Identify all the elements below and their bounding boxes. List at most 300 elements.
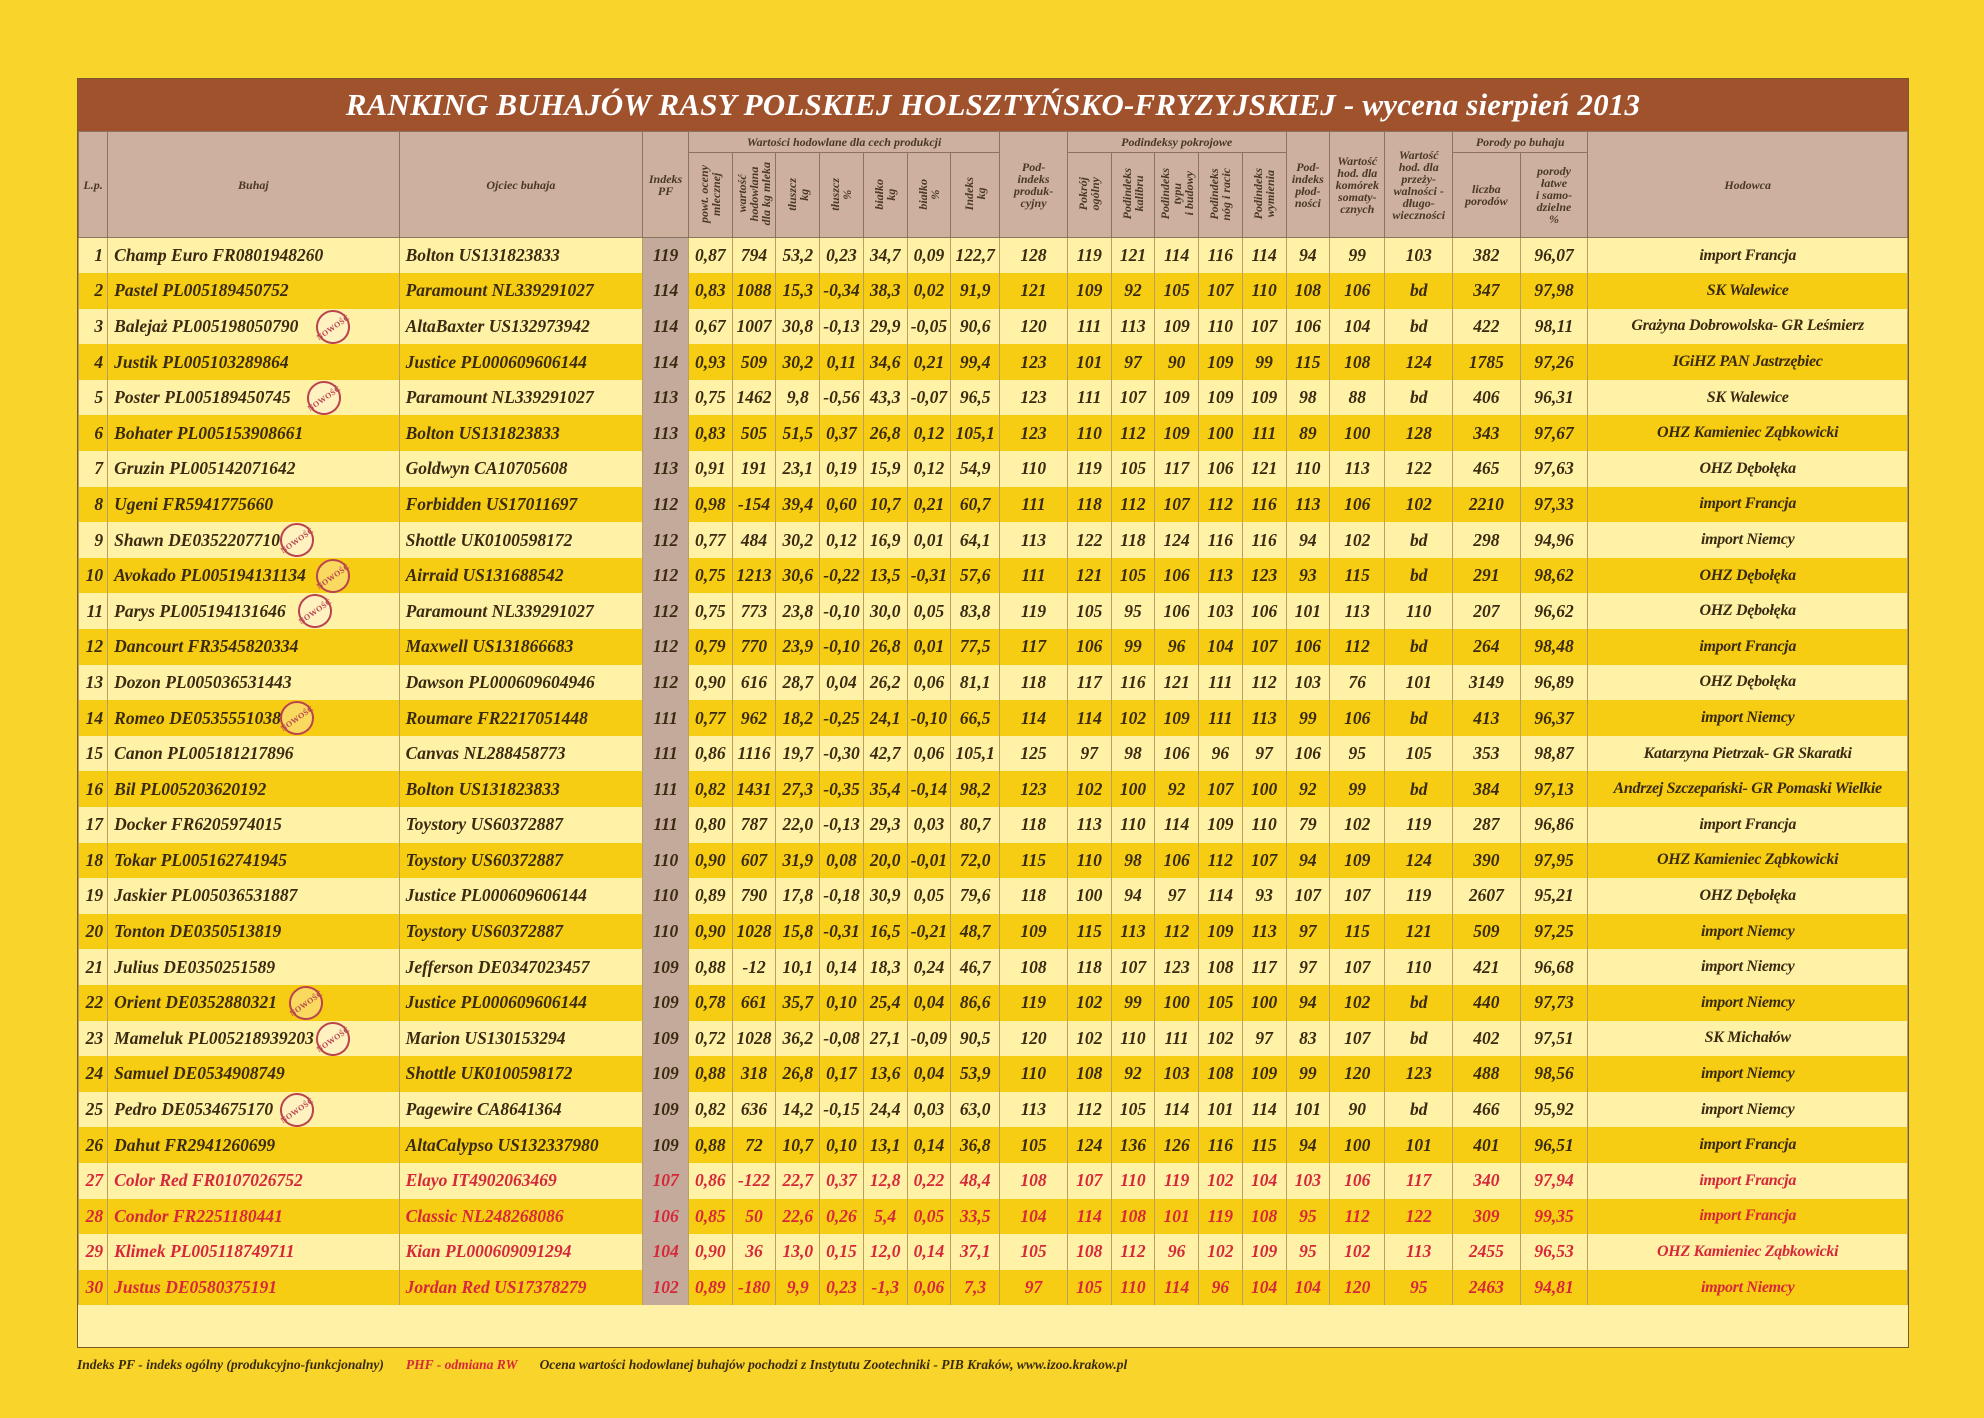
- cell-value: -0,31: [820, 914, 864, 950]
- cell-value: 108: [1067, 1234, 1111, 1270]
- cell-value: 89: [1286, 415, 1330, 451]
- cell-value: 607: [732, 843, 776, 879]
- cell-value: 440: [1453, 985, 1521, 1021]
- cell-value: 794: [732, 238, 776, 274]
- new-stamp-icon: NOWOŚĆ: [273, 700, 320, 736]
- header-easy-calvings: porody łatwe i samo- dzielne %: [1520, 153, 1588, 238]
- cell-value: 488: [1453, 1056, 1521, 1092]
- cell-lp: 15: [79, 736, 108, 772]
- cell-value: 105: [1111, 1092, 1155, 1128]
- cell-sire: Elayo IT4902063469: [399, 1163, 643, 1199]
- cell-value: 30,2: [776, 522, 820, 558]
- cell-value: 0,06: [907, 736, 951, 772]
- cell-value: 102: [1067, 985, 1111, 1021]
- cell-value: 115: [1330, 558, 1385, 594]
- cell-value: bd: [1385, 771, 1453, 807]
- cell-value: 109: [1199, 344, 1243, 380]
- cell-value: 96,89: [1520, 665, 1588, 701]
- cell-value: 43,3: [863, 380, 907, 416]
- cell-value: 100: [1199, 415, 1243, 451]
- cell-index: 111: [643, 736, 689, 772]
- cell-value: 102: [1111, 700, 1155, 736]
- cell-value: 93: [1242, 878, 1286, 914]
- cell-value: 108: [1111, 1199, 1155, 1235]
- cell-value: 108: [1199, 1056, 1243, 1092]
- cell-value: 108: [1330, 344, 1385, 380]
- cell-value: 9,8: [776, 380, 820, 416]
- cell-value: 95,92: [1520, 1092, 1588, 1128]
- cell-value: 110: [1242, 807, 1286, 843]
- new-stamp-icon: NOWOŚĆ: [273, 522, 320, 558]
- cell-breeder: import Francja: [1588, 629, 1908, 665]
- cell-breeder: import Niemcy: [1588, 985, 1908, 1021]
- cell-bull: Orient DE0352880321 NOWOŚĆ: [108, 985, 399, 1021]
- cell-bull: Shawn DE0352207710 NOWOŚĆ: [108, 522, 399, 558]
- cell-value: 112: [1067, 1092, 1111, 1128]
- cell-value: 110: [1111, 807, 1155, 843]
- cell-value: 107: [1330, 1021, 1385, 1057]
- cell-value: 108: [1242, 1199, 1286, 1235]
- cell-index: 110: [643, 914, 689, 950]
- cell-value: 24,1: [863, 700, 907, 736]
- cell-value: 94: [1286, 238, 1330, 274]
- cell-value: 0,80: [688, 807, 732, 843]
- cell-breeder: import Niemcy: [1588, 522, 1908, 558]
- cell-value: 0,04: [820, 665, 864, 701]
- cell-value: -0,34: [820, 273, 864, 309]
- cell-value: 42,7: [863, 736, 907, 772]
- cell-value: -0,31: [907, 558, 951, 594]
- cell-value: 123: [1000, 415, 1068, 451]
- cell-value: 1213: [732, 558, 776, 594]
- cell-value: 102: [1385, 487, 1453, 523]
- cell-value: 124: [1067, 1127, 1111, 1163]
- cell-value: 112: [1111, 487, 1155, 523]
- cell-value: 121: [1155, 665, 1199, 701]
- cell-value: 102: [1330, 522, 1385, 558]
- cell-value: 95: [1286, 1234, 1330, 1270]
- cell-value: 0,06: [907, 1270, 951, 1306]
- cell-lp: 16: [79, 771, 108, 807]
- cell-value: 0,03: [907, 1092, 951, 1128]
- cell-value: 118: [1000, 807, 1068, 843]
- cell-value: 117: [1385, 1163, 1453, 1199]
- cell-breeder: OHZ Dębołęka: [1588, 878, 1908, 914]
- cell-value: 109: [1155, 380, 1199, 416]
- cell-value: 31,9: [776, 843, 820, 879]
- cell-value: 123: [1385, 1056, 1453, 1092]
- table-row: [79, 629, 1908, 665]
- cell-value: 109: [1242, 1056, 1286, 1092]
- cell-value: 118: [1000, 665, 1068, 701]
- header-somatic-cells: Wartość hod. dla komórek somaty- cznych: [1330, 132, 1385, 238]
- cell-bull: Justus DE0580375191: [108, 1270, 399, 1306]
- cell-sire: Justice PL000609606144: [399, 985, 643, 1021]
- cell-value: 115: [1000, 843, 1068, 879]
- footer-source-note: Ocena wartości hodowlanej buhajów pochodzi z Instytutu Zootechniki - PIB Kraków, www.izoo.krakow.pl: [539, 1357, 1128, 1372]
- cell-value: 112: [1199, 843, 1243, 879]
- cell-value: 107: [1199, 273, 1243, 309]
- cell-lp: 9: [79, 522, 108, 558]
- cell-value: 19,7: [776, 736, 820, 772]
- cell-value: 1116: [732, 736, 776, 772]
- cell-value: 37,1: [951, 1234, 1000, 1270]
- cell-value: 122: [1067, 522, 1111, 558]
- header-type-build: Podindeks typu i budowy: [1155, 153, 1199, 238]
- new-stamp-icon: NOWOŚĆ: [291, 593, 338, 629]
- cell-value: 114: [1155, 1092, 1199, 1128]
- cell-sire: Toystory US60372887: [399, 843, 643, 879]
- cell-value: 117: [1242, 949, 1286, 985]
- cell-value: 291: [1453, 558, 1521, 594]
- header-fat-pct: tłuszcz %: [820, 153, 864, 238]
- cell-breeder: import Niemcy: [1588, 1092, 1908, 1128]
- cell-value: 91,9: [951, 273, 1000, 309]
- cell-value: 0,04: [907, 985, 951, 1021]
- new-stamp-icon: NOWOŚĆ: [310, 309, 357, 345]
- cell-value: 207: [1453, 593, 1521, 629]
- cell-value: 136: [1111, 1127, 1155, 1163]
- cell-value: 509: [732, 344, 776, 380]
- cell-lp: 28: [79, 1199, 108, 1235]
- cell-sire: Paramount NL339291027: [399, 273, 643, 309]
- cell-value: 93: [1286, 558, 1330, 594]
- cell-breeder: OHZ Dębołęka: [1588, 558, 1908, 594]
- cell-value: 0,60: [820, 487, 864, 523]
- cell-value: 121: [1242, 451, 1286, 487]
- cell-value: 0,89: [688, 878, 732, 914]
- cell-bull: Pastel PL005189450752: [108, 273, 399, 309]
- cell-sire: Bolton US131823833: [399, 771, 643, 807]
- cell-sire: AltaCalypso US132337980: [399, 1127, 643, 1163]
- cell-value: 38,3: [863, 273, 907, 309]
- cell-index: 112: [643, 522, 689, 558]
- cell-value: 98,62: [1520, 558, 1588, 594]
- cell-value: 340: [1453, 1163, 1521, 1199]
- new-stamp-icon: NOWOŚĆ: [282, 985, 329, 1021]
- cell-value: 112: [1242, 665, 1286, 701]
- cell-value: 105,1: [951, 415, 1000, 451]
- cell-value: 0,15: [820, 1234, 864, 1270]
- cell-value: 112: [1111, 1234, 1155, 1270]
- cell-lp: 26: [79, 1127, 108, 1163]
- cell-value: 109: [1155, 309, 1199, 345]
- table-row: [79, 807, 1908, 843]
- cell-value: 97,51: [1520, 1021, 1588, 1057]
- cell-sire: Dawson PL000609604946: [399, 665, 643, 701]
- cell-value: 26,8: [863, 629, 907, 665]
- cell-value: 107: [1330, 949, 1385, 985]
- cell-value: 1028: [732, 914, 776, 950]
- cell-bull: Color Red FR0107026752: [108, 1163, 399, 1199]
- cell-value: -180: [732, 1270, 776, 1306]
- cell-value: 116: [1242, 522, 1286, 558]
- cell-value: 22,6: [776, 1199, 820, 1235]
- cell-index: 113: [643, 380, 689, 416]
- cell-value: 95: [1111, 593, 1155, 629]
- cell-value: 119: [1067, 238, 1111, 274]
- cell-value: 22,7: [776, 1163, 820, 1199]
- header-calving-group: Porody po buhaju: [1453, 132, 1588, 153]
- cell-value: 123: [1242, 558, 1286, 594]
- cell-value: 119: [1000, 593, 1068, 629]
- cell-value: 0,05: [907, 1199, 951, 1235]
- table-body: [79, 238, 1908, 1306]
- cell-value: 103: [1385, 238, 1453, 274]
- cell-value: 109: [1199, 380, 1243, 416]
- cell-value: 2210: [1453, 487, 1521, 523]
- cell-value: -0,08: [820, 1021, 864, 1057]
- cell-value: 116: [1199, 522, 1243, 558]
- cell-value: 0,05: [907, 878, 951, 914]
- cell-value: 110: [1000, 451, 1068, 487]
- cell-value: 101: [1385, 1127, 1453, 1163]
- cell-value: 105: [1067, 1270, 1111, 1306]
- cell-breeder: Andrzej Szczepański- GR Pomaski Wielkie: [1588, 771, 1908, 807]
- cell-lp: 1: [79, 238, 108, 274]
- cell-value: 110: [1385, 593, 1453, 629]
- new-stamp-icon: NOWOŚĆ: [310, 558, 357, 594]
- cell-value: 116: [1199, 1127, 1243, 1163]
- cell-value: 107: [1242, 843, 1286, 879]
- cell-value: 97: [1286, 949, 1330, 985]
- cell-sire: Goldwyn CA10705608: [399, 451, 643, 487]
- cell-index: 111: [643, 807, 689, 843]
- cell-sire: Shottle UK0100598172: [399, 1056, 643, 1092]
- cell-value: -0,14: [907, 771, 951, 807]
- cell-value: 15,9: [863, 451, 907, 487]
- cell-value: 94,81: [1520, 1270, 1588, 1306]
- cell-value: 0,11: [820, 344, 864, 380]
- cell-index: 109: [643, 949, 689, 985]
- cell-value: -0,10: [820, 629, 864, 665]
- cell-value: 29,9: [863, 309, 907, 345]
- header-capacity: Podindeks kalibru: [1111, 153, 1155, 238]
- table-row: [79, 487, 1908, 523]
- cell-value: 108: [1000, 1163, 1068, 1199]
- cell-value: 90: [1155, 344, 1199, 380]
- header-breeder: Hodowca: [1588, 132, 1908, 238]
- cell-value: 118: [1000, 878, 1068, 914]
- cell-value: 109: [1000, 914, 1068, 950]
- cell-value: 114: [1155, 238, 1199, 274]
- cell-value: 35,4: [863, 771, 907, 807]
- cell-value: 110: [1199, 309, 1243, 345]
- cell-value: 505: [732, 415, 776, 451]
- cell-value: 123: [1000, 380, 1068, 416]
- cell-sire: Paramount NL339291027: [399, 380, 643, 416]
- cell-value: 36,2: [776, 1021, 820, 1057]
- cell-value: 114: [1067, 700, 1111, 736]
- cell-value: 124: [1385, 843, 1453, 879]
- cell-value: 27,1: [863, 1021, 907, 1057]
- cell-value: 103: [1155, 1056, 1199, 1092]
- cell-value: 0,79: [688, 629, 732, 665]
- cell-value: 18,3: [863, 949, 907, 985]
- cell-value: 99: [1286, 700, 1330, 736]
- cell-value: 115: [1242, 1127, 1286, 1163]
- cell-sire: Forbidden US17011697: [399, 487, 643, 523]
- cell-value: 60,7: [951, 487, 1000, 523]
- cell-value: 509: [1453, 914, 1521, 950]
- cell-value: -0,01: [907, 843, 951, 879]
- cell-breeder: import Francja: [1588, 1199, 1908, 1235]
- cell-value: 110: [1067, 415, 1111, 451]
- cell-value: 287: [1453, 807, 1521, 843]
- cell-bull: Romeo DE0535551038 NOWOŚĆ: [108, 700, 399, 736]
- cell-value: 121: [1385, 914, 1453, 950]
- cell-value: 17,8: [776, 878, 820, 914]
- cell-value: 80,7: [951, 807, 1000, 843]
- table-row: [79, 1270, 1908, 1306]
- cell-value: -12: [732, 949, 776, 985]
- cell-sire: Toystory US60372887: [399, 807, 643, 843]
- cell-value: 23,9: [776, 629, 820, 665]
- cell-value: 97,94: [1520, 1163, 1588, 1199]
- cell-value: 30,2: [776, 344, 820, 380]
- cell-value: 107: [1286, 878, 1330, 914]
- cell-value: 406: [1453, 380, 1521, 416]
- cell-value: 0,88: [688, 949, 732, 985]
- cell-value: 14,2: [776, 1092, 820, 1128]
- cell-value: 0,21: [907, 487, 951, 523]
- cell-value: 99: [1242, 344, 1286, 380]
- cell-value: 99: [1330, 238, 1385, 274]
- cell-value: 97: [1155, 878, 1199, 914]
- cell-index: 113: [643, 451, 689, 487]
- cell-value: 0,82: [688, 771, 732, 807]
- cell-value: 111: [1242, 415, 1286, 451]
- cell-value: 0,75: [688, 558, 732, 594]
- cell-value: 113: [1242, 914, 1286, 950]
- cell-value: 9,9: [776, 1270, 820, 1306]
- cell-lp: 13: [79, 665, 108, 701]
- table-row: [79, 914, 1908, 950]
- cell-bull: Poster PL005189450745 NOWOŚĆ: [108, 380, 399, 416]
- cell-value: 119: [1385, 807, 1453, 843]
- cell-index: 109: [643, 1056, 689, 1092]
- table-row: [79, 1092, 1908, 1128]
- cell-lp: 18: [79, 843, 108, 879]
- cell-value: 2463: [1453, 1270, 1521, 1306]
- header-index: Indeks PF: [643, 132, 689, 238]
- cell-value: 26,2: [863, 665, 907, 701]
- cell-value: 390: [1453, 843, 1521, 879]
- cell-breeder: import Francja: [1588, 807, 1908, 843]
- cell-value: 46,7: [951, 949, 1000, 985]
- new-stamp-icon: NOWOŚĆ: [273, 1092, 320, 1128]
- cell-value: -0,15: [820, 1092, 864, 1128]
- cell-sire: Canvas NL288458773: [399, 736, 643, 772]
- cell-value: 100: [1242, 771, 1286, 807]
- cell-value: 104: [1242, 1270, 1286, 1306]
- cell-value: 0,91: [688, 451, 732, 487]
- table-row: [79, 843, 1908, 879]
- cell-value: 26,8: [776, 1056, 820, 1092]
- cell-lp: 23: [79, 1021, 108, 1057]
- cell-value: 90,5: [951, 1021, 1000, 1057]
- cell-value: 111: [1000, 487, 1068, 523]
- cell-value: 96,51: [1520, 1127, 1588, 1163]
- cell-value: 106: [1330, 1163, 1385, 1199]
- cell-value: 97: [1242, 1021, 1286, 1057]
- cell-value: 125: [1000, 736, 1068, 772]
- cell-value: 29,3: [863, 807, 907, 843]
- cell-value: bd: [1385, 273, 1453, 309]
- cell-value: 35,7: [776, 985, 820, 1021]
- cell-value: 0,12: [907, 451, 951, 487]
- cell-value: 402: [1453, 1021, 1521, 1057]
- cell-breeder: import Francja: [1588, 1127, 1908, 1163]
- cell-value: 95,21: [1520, 878, 1588, 914]
- cell-value: 109: [1242, 1234, 1286, 1270]
- header-udder: Podindeks wymienia: [1242, 153, 1286, 238]
- cell-value: 0,37: [820, 415, 864, 451]
- cell-value: 25,4: [863, 985, 907, 1021]
- cell-value: 123: [1000, 344, 1068, 380]
- cell-value: 0,77: [688, 522, 732, 558]
- footer-phf-note: PHF - odmiana RW: [405, 1357, 518, 1372]
- cell-breeder: Grażyna Dobrowolska- GR Leśmierz: [1588, 309, 1908, 345]
- table-row: [79, 344, 1908, 380]
- cell-value: 63,0: [951, 1092, 1000, 1128]
- cell-value: 105: [1199, 985, 1243, 1021]
- cell-value: 298: [1453, 522, 1521, 558]
- cell-value: 30,8: [776, 309, 820, 345]
- cell-value: 110: [1111, 1021, 1155, 1057]
- cell-sire: Bolton US131823833: [399, 415, 643, 451]
- cell-lp: 27: [79, 1163, 108, 1199]
- cell-value: 118: [1067, 487, 1111, 523]
- cell-bull: Tokar PL005162741945: [108, 843, 399, 879]
- cell-value: 466: [1453, 1092, 1521, 1128]
- cell-value: 0,88: [688, 1127, 732, 1163]
- cell-breeder: import Niemcy: [1588, 949, 1908, 985]
- cell-value: 107: [1242, 309, 1286, 345]
- cell-value: 111: [1067, 380, 1111, 416]
- cell-value: 422: [1453, 309, 1521, 345]
- cell-value: 104: [1199, 629, 1243, 665]
- cell-value: 0,19: [820, 451, 864, 487]
- cell-value: 98: [1111, 736, 1155, 772]
- cell-value: 117: [1000, 629, 1068, 665]
- cell-value: 106: [1155, 558, 1199, 594]
- cell-value: 106: [1330, 487, 1385, 523]
- cell-value: 97: [1111, 344, 1155, 380]
- cell-value: -0,18: [820, 878, 864, 914]
- cell-value: 0,08: [820, 843, 864, 879]
- cell-value: 96,07: [1520, 238, 1588, 274]
- cell-value: 109: [1199, 807, 1243, 843]
- cell-value: 97,67: [1520, 415, 1588, 451]
- cell-bull: Ugeni FR5941775660: [108, 487, 399, 523]
- cell-value: 83: [1286, 1021, 1330, 1057]
- cell-value: 0,26: [820, 1199, 864, 1235]
- cell-bull: Canon PL005181217896: [108, 736, 399, 772]
- cell-value: 10,1: [776, 949, 820, 985]
- cell-value: 105: [1067, 593, 1111, 629]
- cell-value: 116: [1199, 238, 1243, 274]
- cell-value: 113: [1242, 700, 1286, 736]
- cell-value: 48,7: [951, 914, 1000, 950]
- cell-lp: 6: [79, 415, 108, 451]
- cell-value: 98: [1111, 843, 1155, 879]
- cell-value: 661: [732, 985, 776, 1021]
- cell-bull: Condor FR2251180441: [108, 1199, 399, 1235]
- cell-value: 109: [1199, 914, 1243, 950]
- cell-index: 109: [643, 1127, 689, 1163]
- cell-value: 100: [1330, 1127, 1385, 1163]
